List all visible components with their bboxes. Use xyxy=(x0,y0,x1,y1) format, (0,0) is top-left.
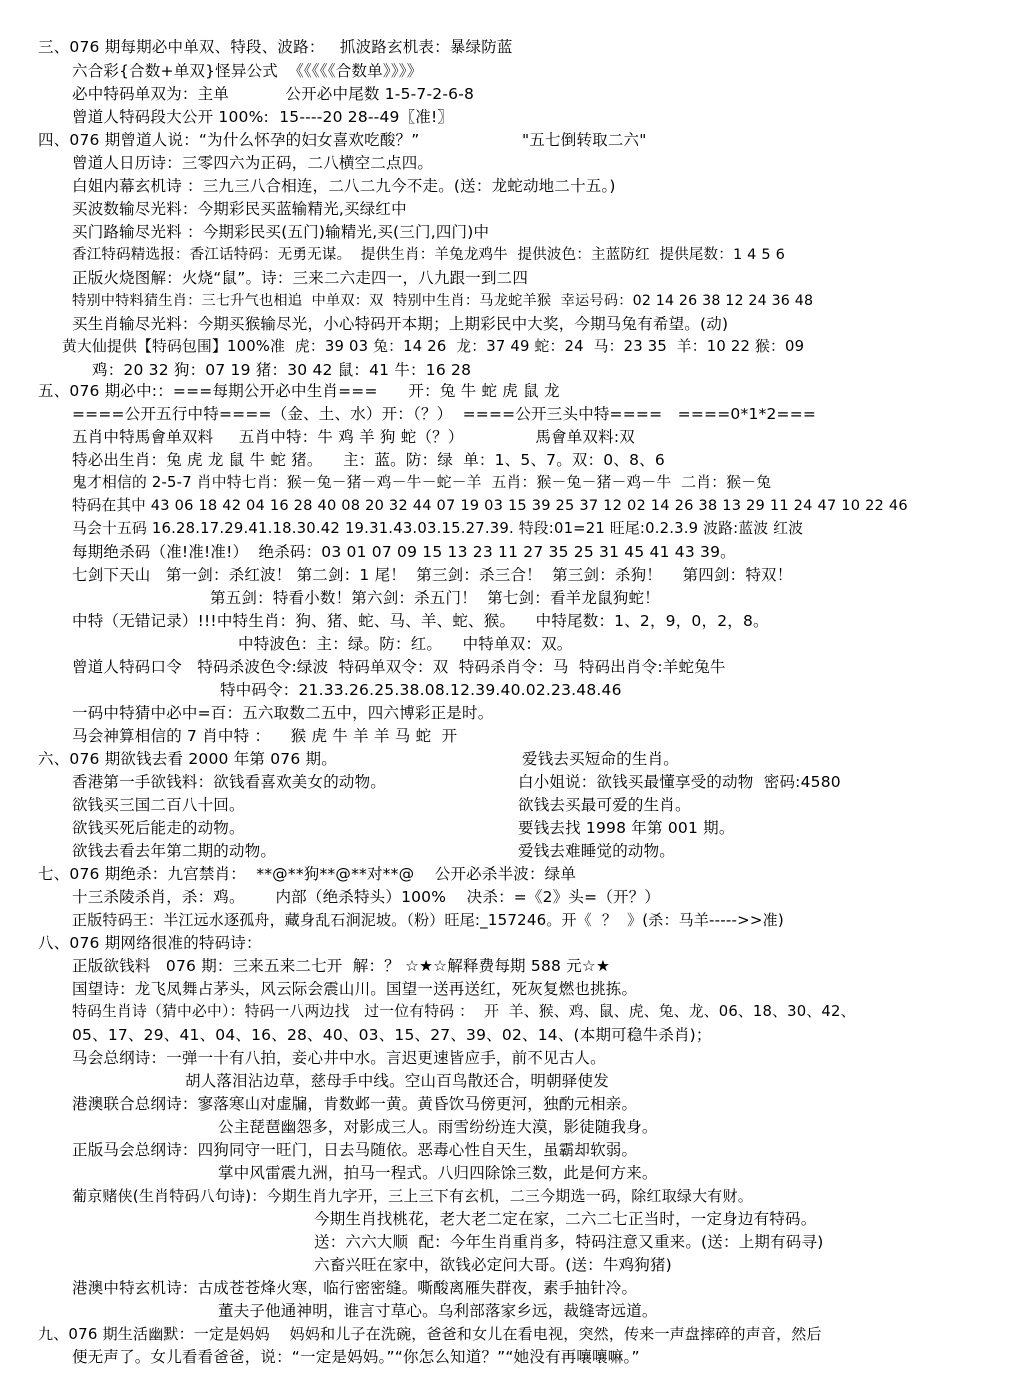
text-line-right: 爱钱去买短命的生肖。 xyxy=(522,750,680,768)
text-line: 胡人落泪沾边草，慈母手中线。空山百鸟散还合，明朝驿使发 xyxy=(185,1072,609,1090)
section-4-heading: 四、076 期曾道人说：“为什么怀孕的妇女喜欢吃酸？” "五七倒转取二六" xyxy=(38,131,647,149)
text-line: 05、17、29、41、04、16、28、40、03、15、27、39、02、14、(本期可稳牛杀肖)； xyxy=(72,1026,712,1044)
text-line: 港澳中特玄机诗：古成苍苍烽火寒，临行密密缝。嘶酸离雁失群夜，素手抽针冷。 xyxy=(72,1279,638,1297)
text-line: 曾道人日历诗：三零四六为正码，二八横空二点四。 xyxy=(72,154,434,172)
text-line: 特码在其中 43 06 18 42 04 16 28 40 08 20 32 44 07 19 03 15 39 25 37 12 02 14 26 38 13 29 11 24 47 10 22 46 xyxy=(72,497,908,514)
text-line: 买门路输尽光料 ：今期彩民买(五门)输精光,买(三门,四门)中 xyxy=(72,223,490,241)
section-9-heading: 九、076 期生活幽默：一定是妈妈 妈妈和儿子在洗碗，爸爸和女儿在看电视，突然，传来一声盘摔碎的声音，然后 xyxy=(38,1325,822,1343)
text-line: 欲钱买三国二百八十回。 xyxy=(72,796,245,814)
text-line: 中特波色：主：绿。防：红。 中特单双：双。 xyxy=(238,635,573,653)
text-line: 五肖中特馬會单双料 五肖中特：牛 鸡 羊 狗 蛇（？） 馬會单双料:双 xyxy=(72,428,635,446)
text-line: 正版火烧图解：火烧“鼠”。诗：三来二六走四一，八九跟一到二四 xyxy=(72,269,529,287)
text-line: 董夫子他通神明，谁言寸草心。乌利部落家乡远，裁缝寄远道。 xyxy=(218,1302,658,1320)
text-line: 马会十五码 16.28.17.29.41.18.30.42 19.31.43.03.15.27.39. 特段:01=21 旺尾:0.2.3.9 波路:蓝波 红波 xyxy=(72,520,804,537)
text-line: 第五剑：特看小数！第六剑：杀五门！ 第七剑：看羊龙鼠狗蛇！ xyxy=(210,589,660,607)
text-line: 七剑下天山 第一剑：杀红波！ 第二剑：1 尾！ 第三剑：杀三合！ 第三剑：杀狗！ 第四剑：特双！ xyxy=(72,566,793,584)
text-line: 今期生肖找桃花，老大老二定在家，二六二七正当时，一定身边有特码。 xyxy=(314,1210,817,1228)
section-3-heading: 三、076 期每期必中单双、特段、波路： 抓波路玄机表：暴绿防蓝 xyxy=(38,38,513,56)
text-line: 马会神算相信的 7 肖中特 ： 猴 虎 牛 羊 羊 马 蛇 开 xyxy=(72,727,458,745)
text-line: 港澳联合总纲诗：寥落寒山对虚牖，肯数邺一黄。黄昏饮马傍更河，独酌元相亲。 xyxy=(72,1095,638,1113)
text-line: 黄大仙提供【特码包围】100%准 虎：39 03 兔：14 26 龙：37 49 蛇：24 马：23 35 羊：10 22 猴：09 xyxy=(62,338,805,355)
text-line: 买波数输尽光料：今期彩民买蓝输精光,买绿红中 xyxy=(72,200,407,218)
text-line: 每期绝杀码（准!准!准!） 绝杀码：03 01 07 09 15 13 23 11 27 35 25 31 45 41 43 39。 xyxy=(72,543,736,561)
text-line: 欲钱去看去年第二期的动物。 xyxy=(72,842,277,860)
text-line: 便无声了。女儿看看爸爸，说：“一定是妈妈。”“你怎么知道？”“她没有再嚷嚷嘛。” xyxy=(72,1348,640,1366)
text-line: 公主琵琶幽怨多，对影成三人。雨雪纷纷连大漠，影徒随我身。 xyxy=(218,1118,658,1136)
text-line: 十三杀陵杀肖，杀：鸡。 内部（绝杀特头）100% 决杀：=《2》头=（开？） xyxy=(72,888,661,906)
section-7-heading: 七、076 期绝杀：九宫禁肖： **@**狗**@**对**@ 公开必杀半波：绿单 xyxy=(38,865,577,883)
text-line: ====公开五行中特====（金、土、水）开：（？） ====公开三头中特==== ====0*1*2=== xyxy=(72,405,817,423)
text-line: 鬼才相信的 2-5-7 肖中特七肖：猴－兔－猪－鸡－牛－蛇－羊 五肖：猴－兔－猪－鸡－牛 二肖：猴－兔 xyxy=(72,474,772,491)
text-line-right: 爱钱去难睡觉的动物。 xyxy=(518,842,676,860)
text-line: 买生肖输尽光料：今期买猴输尽光，小心特码开本期；上期彩民中大奖，今期马兔有希望。(动) xyxy=(72,315,729,333)
text-line: 曾道人特码口令 特码杀波色令:绿波 特码单双令：双 特码杀肖令：马 特码出肖令:羊蛇兔牛 xyxy=(72,658,726,676)
text-line: 鸡：20 32 狗：07 19 猪：30 42 鼠：41 牛：16 28 xyxy=(92,361,472,379)
text-line: 一码中特猜中必中=百：五六取数二五中，四六博彩正是时。 xyxy=(72,704,494,722)
text-line: 六合彩{合数+单双}怪异公式 《《《《《合数单》》》》 xyxy=(72,62,423,80)
text-line: 欲钱买死后能走的动物。 xyxy=(72,819,245,837)
text-line: 正版欲钱料 076 期：三来五来二七开 解：？ ☆★☆解释费每期 588 元☆★ xyxy=(72,957,611,975)
text-line: 特码生肖诗（猜中必中）：特码一八两边找 过一位有特码 ： 开 羊、猴、鸡、鼠、虎、兔、龙、06、18、30、42、 xyxy=(72,1003,856,1020)
text-line: 香港第一手欲钱料：欲钱看喜欢美女的动物。 xyxy=(72,773,387,791)
text-line: 葡京赌侠(生肖特码八句诗)：今期生肖九字开，三上三下有玄机，二三今期选一码，除红取绿大有财。 xyxy=(72,1187,753,1205)
text-line-right: 白小姐说：欲钱买最懂享受的动物 密码:4580 xyxy=(518,773,841,791)
text-line: 香江特码精选报：香江话特码：无勇无谋。 提供生肖：羊兔龙鸡牛 提供波色：主蓝防红 提供尾数：1 4 5 6 xyxy=(72,247,786,263)
text-line: 特必出生肖：兔 虎 龙 鼠 牛 蛇 猪。 主：蓝。防：绿 单：1、5、7。双：0、8、6 xyxy=(72,451,665,469)
text-line: 白姐内幕玄机诗 ：三九三八合相连，二八二九今不走。(送：龙蛇动地二十五。) xyxy=(72,177,616,195)
text-line-right: 欲钱去买最可爱的生肖。 xyxy=(518,796,691,814)
text-line: 正版特码王：半江远水逐孤舟，藏身乱石涧泥坡。（粉）旺尾:_157246。开《 ？ 》(杀：马羊----->>准) xyxy=(72,911,784,929)
text-line: 曾道人特码段大公开 100%: 15----20 28--49〖准!〗 xyxy=(72,108,454,126)
text-line: 中特（无错记录）!!!中特生肖：狗、猪、蛇、马、羊、蛇、猴。 中特尾数：1、2，9，0，2，8。 xyxy=(72,612,769,630)
section-5-heading: 五、076 期必中:：===每期公开必中生肖=== 开：兔 牛 蛇 虎 鼠 龙 xyxy=(38,382,560,400)
text-line: 送：六六大顺 配：今年生肖重肖多，特码注意又重来。(送：上期有码寻) xyxy=(314,1233,824,1251)
text-line: 特中码令：21.33.26.25.38.08.12.39.40.02.23.48.46 xyxy=(220,681,622,699)
text-line: 正版马会总纲诗：四狗同守一旺门，日去马随依。恶毒心性自天生，虽霸却软弱。 xyxy=(72,1141,638,1159)
text-line-right: 要钱去找 1998 年第 001 期。 xyxy=(518,819,735,837)
text-line: 掌中风雷震九洲，拍马一程式。八归四除馀三数，此是何方来。 xyxy=(218,1164,658,1182)
text-line: 国望诗：龙飞凤舞占茅头，风云际会震山川。国望一送再送红，死灰复燃也挑拣。 xyxy=(72,980,638,998)
text-line: 特别中特料猜生肖：三七升气也相追 中单双：双 特别中生肖：马龙蛇羊猴 幸运号码：02 14 26 38 12 24 36 48 xyxy=(72,293,814,309)
section-6-heading: 六、076 期欲钱去看 2000 年第 076 期。 xyxy=(38,750,337,768)
section-8-heading: 八、076 期网络很准的特码诗： xyxy=(38,934,262,952)
text-line: 马会总纲诗：一弹一十有八拍，妾心井中水。言迟更速皆应手，前不见古人。 xyxy=(72,1049,606,1067)
text-line: 六畜兴旺在家中，欲钱必定问大哥。(送：牛鸡狗猪) xyxy=(314,1256,672,1274)
text-line: 必中特码单双为：主单 公开必中尾数 1-5-7-2-6-8 xyxy=(72,85,475,103)
